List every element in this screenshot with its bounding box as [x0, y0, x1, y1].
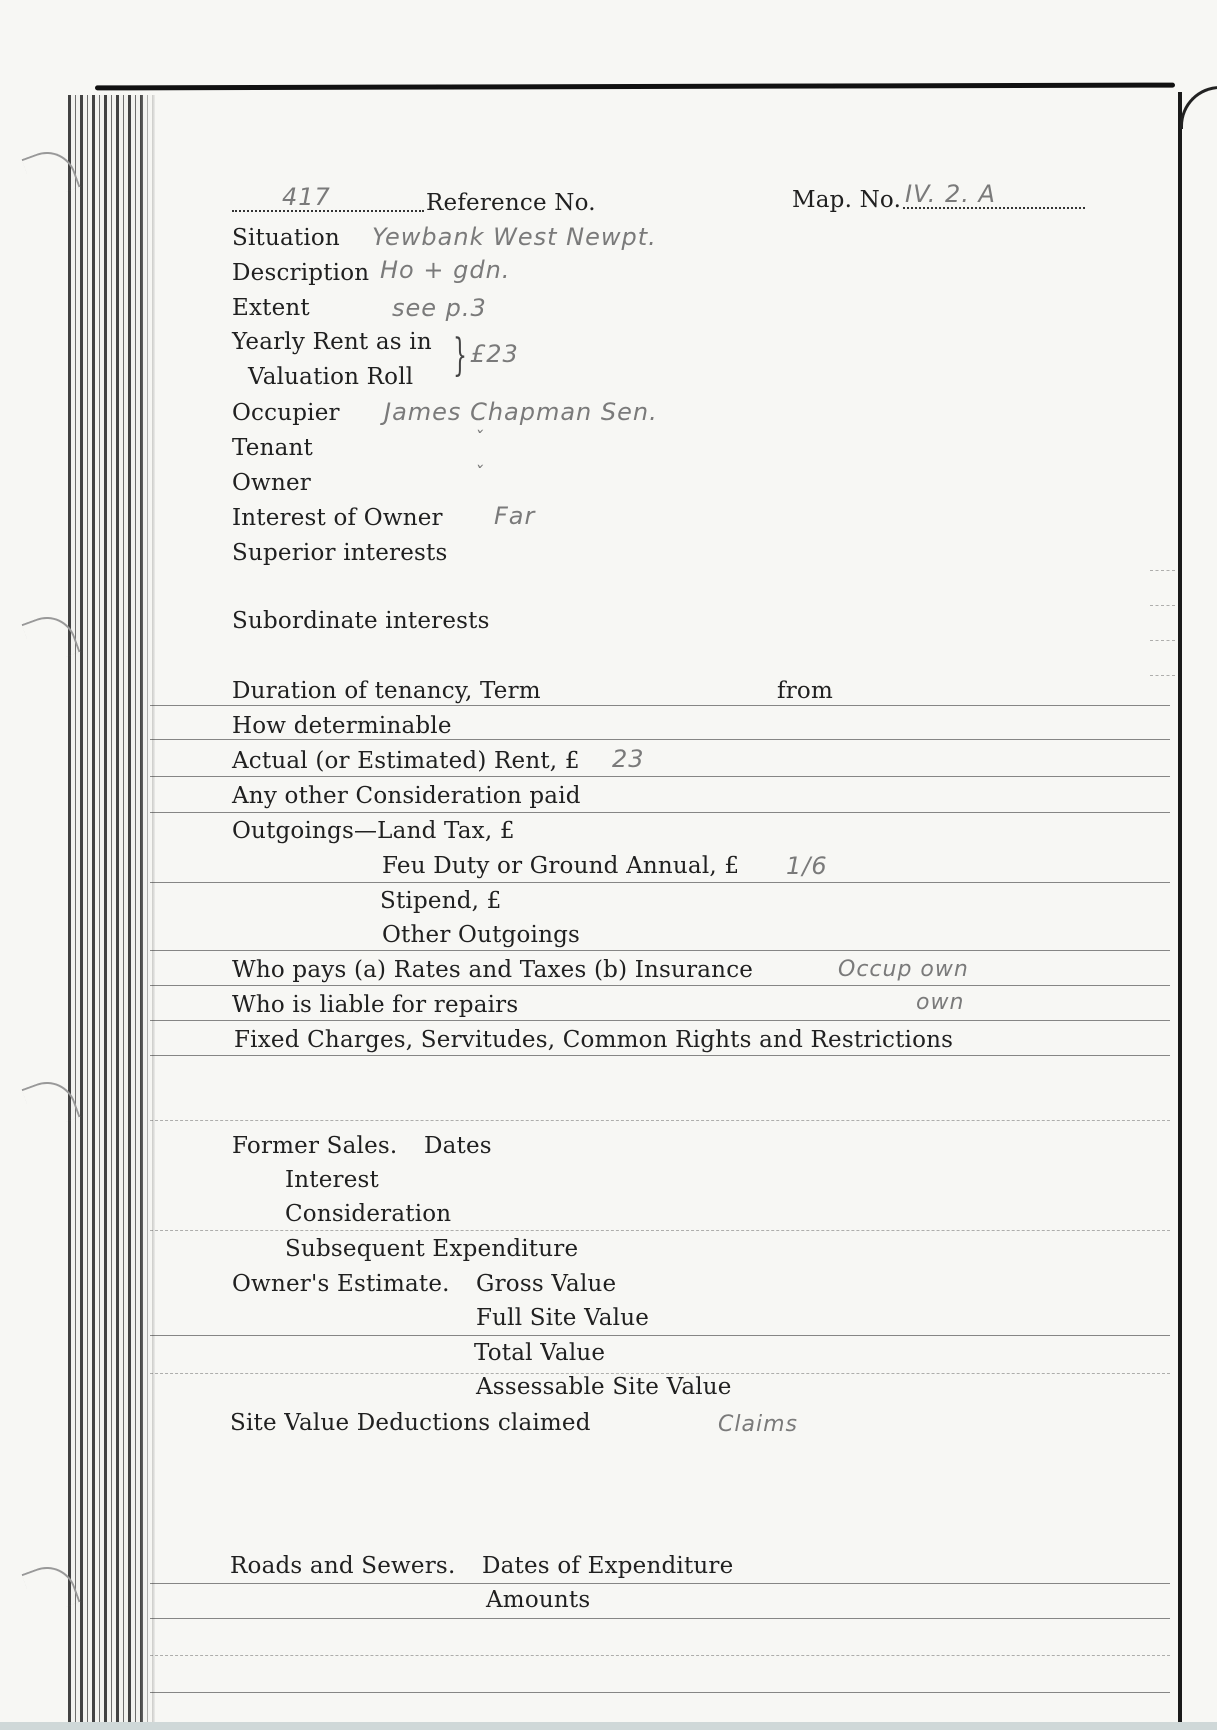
dates-of-expenditure-label: Dates of Expenditure [482, 1553, 734, 1579]
page-right-edge [1178, 92, 1182, 1730]
map-number: IV. 2. A [905, 180, 996, 208]
roads-sewers-label: Roads and Sewers. [230, 1553, 456, 1579]
stipend-label: Stipend, £ [380, 888, 502, 914]
ruling-line [150, 950, 1170, 951]
extent-label: Extent [232, 295, 310, 321]
owner-ditto-mark: ˇ [474, 463, 484, 484]
brace-glyph: } [453, 330, 467, 381]
description-label: Description [232, 260, 370, 286]
who-pays-label: Who pays (a) Rates and Taxes (b) Insurance [232, 957, 754, 983]
valuation-roll-label: Valuation Roll [248, 364, 414, 390]
amounts-label: Amounts [486, 1587, 591, 1613]
interest-of-owner-label: Interest of Owner [232, 505, 443, 531]
occupier-value: James Chapman Sen. [384, 398, 658, 426]
other-outgoings-label: Other Outgoings [382, 922, 581, 948]
extent-value: see p.3 [392, 294, 487, 322]
subordinate-interests-label: Subordinate interests [232, 608, 490, 634]
assessable-site-value-label: Assessable Site Value [476, 1374, 732, 1400]
former-sales-dates-label: Dates [424, 1133, 492, 1159]
tenant-ditto-mark: ˇ [474, 428, 484, 449]
ruling-line [150, 1335, 1170, 1336]
deductions-claimed-label: Site Value Deductions claimed [230, 1410, 591, 1436]
total-value-label: Total Value [474, 1340, 606, 1366]
repairs-value: own [916, 990, 965, 1015]
ruling-line [150, 776, 1170, 777]
superior-interests-label: Superior interests [232, 540, 448, 566]
situation-value: Yewbank West Newpt. [372, 223, 657, 251]
consideration-label: Any other Consideration paid [232, 783, 581, 809]
determinable-label: How determinable [232, 713, 452, 739]
ruling-line [150, 1055, 1170, 1056]
ruling-line [150, 1230, 1170, 1231]
former-sales-interest-label: Interest [285, 1167, 380, 1193]
duration-label: Duration of tenancy, Term [232, 678, 541, 704]
gross-value-label: Gross Value [476, 1271, 617, 1297]
fixed-charges-label: Fixed Charges, Servitudes, Common Rights and Restrictions [234, 1027, 954, 1053]
ruling-line [150, 1583, 1170, 1584]
former-sales-label: Former Sales. [232, 1133, 398, 1159]
deductions-claimed-value: Claims [718, 1412, 798, 1437]
ruling-line [150, 1020, 1170, 1021]
actual-rent-label: Actual (or Estimated) Rent, £ [232, 748, 580, 774]
yearly-rent-label: Yearly Rent as in [232, 329, 432, 355]
subsequent-expenditure-label: Subsequent Expenditure [285, 1236, 579, 1262]
occupier-label: Occupier [232, 400, 340, 426]
description-value: Ho + gdn. [380, 256, 511, 284]
interest-of-owner-value: Far [494, 502, 536, 530]
actual-rent-value: 23 [612, 745, 645, 773]
owner-label: Owner [232, 470, 311, 496]
from-label: from [777, 678, 833, 704]
page-top-edge [95, 83, 1175, 91]
feu-duty-value: 1/6 [786, 852, 828, 880]
former-sales-consideration-label: Consideration [285, 1201, 452, 1227]
ruling-line [150, 812, 1170, 813]
reference-label: Reference No. [426, 190, 596, 216]
outgoings-label: Outgoings—Land Tax, £ [232, 818, 515, 844]
yearly-rent-value: £23 [470, 340, 519, 368]
situation-label: Situation [232, 225, 340, 251]
full-site-value-label: Full Site Value [476, 1305, 650, 1331]
reference-number: 417 [282, 183, 331, 211]
ruling-line [150, 985, 1170, 986]
ruling-line [150, 1120, 1170, 1121]
ruling-line [150, 882, 1170, 883]
repairs-label: Who is liable for repairs [232, 992, 519, 1018]
map-label: Map. No. [792, 187, 902, 213]
feu-duty-label: Feu Duty or Ground Annual, £ [382, 853, 740, 879]
scan-bottom-edge [0, 1722, 1217, 1730]
ruling-line [150, 705, 1170, 706]
ruling-line [150, 1692, 1170, 1693]
ruling-line [150, 1655, 1170, 1656]
who-pays-value: Occup own [838, 957, 969, 982]
ruling-line [150, 739, 1170, 740]
ruling-line [150, 1618, 1170, 1619]
tenant-label: Tenant [232, 435, 313, 461]
owners-estimate-label: Owner's Estimate. [232, 1271, 450, 1297]
